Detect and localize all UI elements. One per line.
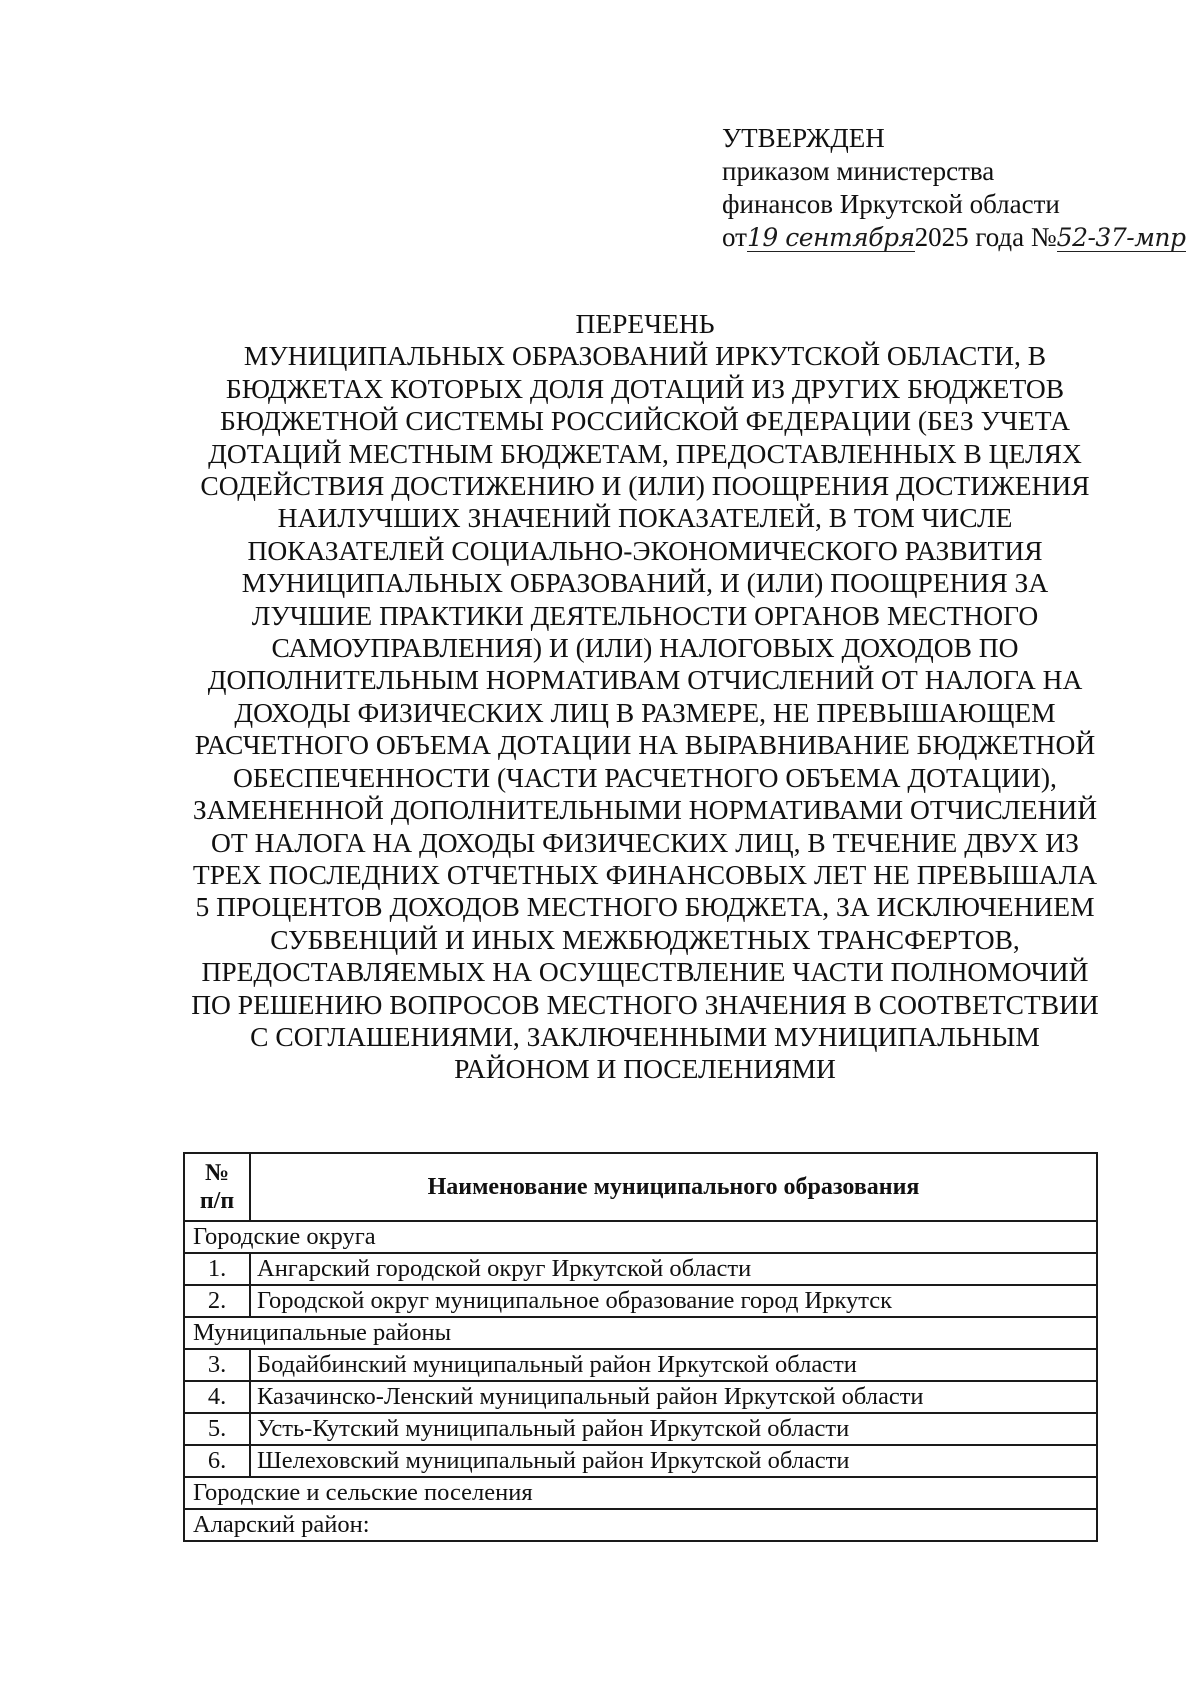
title-line: МУНИЦИПАЛЬНЫХ ОБРАЗОВАНИЙ ИРКУТСКОЙ ОБЛАСТИ, В — [243, 340, 1047, 372]
approval-status: УТВЕРЖДЕН — [722, 123, 885, 153]
section-row — [184, 1509, 1097, 1541]
title-line: СУБВЕНЦИЙ И ИНЫХ МЕЖБЮДЖЕТНЫХ ТРАНСФЕРТОВ, — [270, 923, 1020, 955]
title-line: РАСЧЕТНОГО ОБЪЕМА ДОТАЦИИ НА ВЫРАВНИВАНИЕ БЮДЖЕТНОЙ — [194, 729, 1096, 761]
row-number: 2. — [184, 1285, 250, 1317]
row-number: 6. — [184, 1445, 250, 1477]
table-row — [184, 1285, 1097, 1317]
header-number-cell — [184, 1153, 250, 1221]
approval-line-2: финансов Иркутской области — [722, 189, 1060, 219]
section-row — [184, 1477, 1097, 1509]
approval-date-prefix: от — [722, 222, 747, 252]
title-line: ДОПОЛНИТЕЛЬНЫМ НОРМАТИВАМ ОТЧИСЛЕНИЙ ОТ НАЛОГА НА — [207, 664, 1083, 696]
table-row — [184, 1445, 1097, 1477]
header-number-abbr: п/п — [199, 1188, 235, 1214]
document-title — [180, 308, 1110, 1086]
title-line: МУНИЦИПАЛЬНЫХ ОБРАЗОВАНИЙ, И (ИЛИ) ПООЩРЕНИЯ ЗА — [241, 567, 1049, 599]
title-line: 5 ПРОЦЕНТОВ ДОХОДОВ МЕСТНОГО БЮДЖЕТА, ЗА ИСКЛЮЧЕНИЕМ — [195, 891, 1095, 923]
title-line: ПО РЕШЕНИЮ ВОПРОСОВ МЕСТНОГО ЗНАЧЕНИЯ В СООТВЕТСТВИИ — [191, 988, 1099, 1020]
approval-line-1: приказом министерства — [722, 156, 995, 186]
row-number: 3. — [184, 1349, 250, 1381]
municipality-name: Усть-Кутский муниципальный район Иркутской области — [250, 1413, 1097, 1445]
table-row — [184, 1381, 1097, 1413]
municipality-name: Шелеховский муниципальный район Иркутской области — [250, 1445, 1097, 1477]
title-line: РАЙОНОМ И ПОСЕЛЕНИЯМИ — [454, 1053, 836, 1085]
title-line: НАИЛУЧШИХ ЗНАЧЕНИЙ ПОКАЗАТЕЛЕЙ, В ТОМ ЧИСЛЕ — [277, 502, 1013, 534]
municipality-name: Городской округ муниципальное образование город Иркутск — [250, 1285, 1097, 1317]
header-name-cell: Наименование муниципального образования — [250, 1153, 1097, 1221]
title-line: ОТ НАЛОГА НА ДОХОДЫ ФИЗИЧЕСКИХ ЛИЦ, В ТЕЧЕНИЕ ДВУХ ИЗ — [211, 826, 1079, 858]
section-title: Муниципальные районы — [184, 1317, 1097, 1349]
header-number-symbol: № — [204, 1160, 230, 1186]
row-number: 5. — [184, 1413, 250, 1445]
table-row — [184, 1253, 1097, 1285]
title-line: БЮДЖЕТНОЙ СИСТЕМЫ РОССИЙСКОЙ ФЕДЕРАЦИИ (БЕЗ УЧЕТА — [219, 405, 1071, 437]
title-line: ЗАМЕНЕННОЙ ДОПОЛНИТЕЛЬНЫМИ НОРМАТИВАМИ ОТЧИСЛЕНИЙ — [192, 794, 1098, 826]
row-number: 4. — [184, 1381, 250, 1413]
section-title: Аларский район: — [184, 1509, 1097, 1541]
municipalities-table-wrap — [183, 1152, 1098, 1542]
title-line: САМОУПРАВЛЕНИЯ) И (ИЛИ) НАЛОГОВЫХ ДОХОДОВ ПО — [271, 632, 1019, 664]
table-row — [184, 1413, 1097, 1445]
section-row — [184, 1221, 1097, 1253]
handwritten-date: 19 сентября — [746, 223, 915, 252]
title-body — [180, 340, 1110, 1085]
municipality-name: Ангарский городской округ Иркутской области — [250, 1253, 1097, 1285]
municipality-name: Бодайбинский муниципальный район Иркутской области — [250, 1349, 1097, 1381]
title-heading: ПЕРЕЧЕНЬ — [575, 308, 715, 339]
title-line: С СОГЛАШЕНИЯМИ, ЗАКЛЮЧЕННЫМИ МУНИЦИПАЛЬНЫМ — [250, 1020, 1040, 1052]
section-title: Городские округа — [184, 1221, 1097, 1253]
handwritten-order-number: 52-37-мпр — [1056, 223, 1186, 252]
municipalities-table — [183, 1152, 1098, 1542]
title-line: СОДЕЙСТВИЯ ДОСТИЖЕНИЮ И (ИЛИ) ПООЩРЕНИЯ ДОСТИЖЕНИЯ — [200, 470, 1090, 502]
approval-date-line — [722, 221, 1186, 254]
municipality-name: Казачинско-Ленский муниципальный район Иркутской области — [250, 1381, 1097, 1413]
title-line: ПРЕДОСТАВЛЯЕМЫХ НА ОСУЩЕСТВЛЕНИЕ ЧАСТИ ПОЛНОМОЧИЙ — [201, 956, 1089, 988]
title-line: ПОКАЗАТЕЛЕЙ СОЦИАЛЬНО-ЭКОНОМИЧЕСКОГО РАЗВИТИЯ — [247, 534, 1043, 566]
title-line: ТРЕХ ПОСЛЕДНИХ ОТЧЕТНЫХ ФИНАНСОВЫХ ЛЕТ НЕ ПРЕВЫШАЛА — [192, 858, 1098, 890]
table-row — [184, 1349, 1097, 1381]
title-line: ОБЕСПЕЧЕННОСТИ (ЧАСТИ РАСЧЕТНОГО ОБЪЕМА ДОТАЦИИ), — [233, 761, 1057, 793]
table-body — [184, 1221, 1097, 1541]
title-line: ДОХОДЫ ФИЗИЧЕСКИХ ЛИЦ В РАЗМЕРЕ, НЕ ПРЕВЫШАЮЩЕМ — [234, 696, 1056, 728]
approval-year-text: 2025 года № — [914, 222, 1057, 252]
table-header-row — [184, 1153, 1097, 1221]
title-line: ДОТАЦИЙ МЕСТНЫМ БЮДЖЕТАМ, ПРЕДОСТАВЛЕННЫХ В ЦЕЛЯХ — [208, 437, 1082, 469]
section-row — [184, 1317, 1097, 1349]
section-title: Городские и сельские поселения — [184, 1477, 1097, 1509]
approval-stamp — [722, 122, 1186, 254]
title-line: БЮДЖЕТАХ КОТОРЫХ ДОЛЯ ДОТАЦИЙ ИЗ ДРУГИХ БЮДЖЕТОВ — [225, 372, 1065, 404]
row-number: 1. — [184, 1253, 250, 1285]
title-line: ЛУЧШИЕ ПРАКТИКИ ДЕЯТЕЛЬНОСТИ ОРГАНОВ МЕСТНОГО — [251, 599, 1039, 631]
